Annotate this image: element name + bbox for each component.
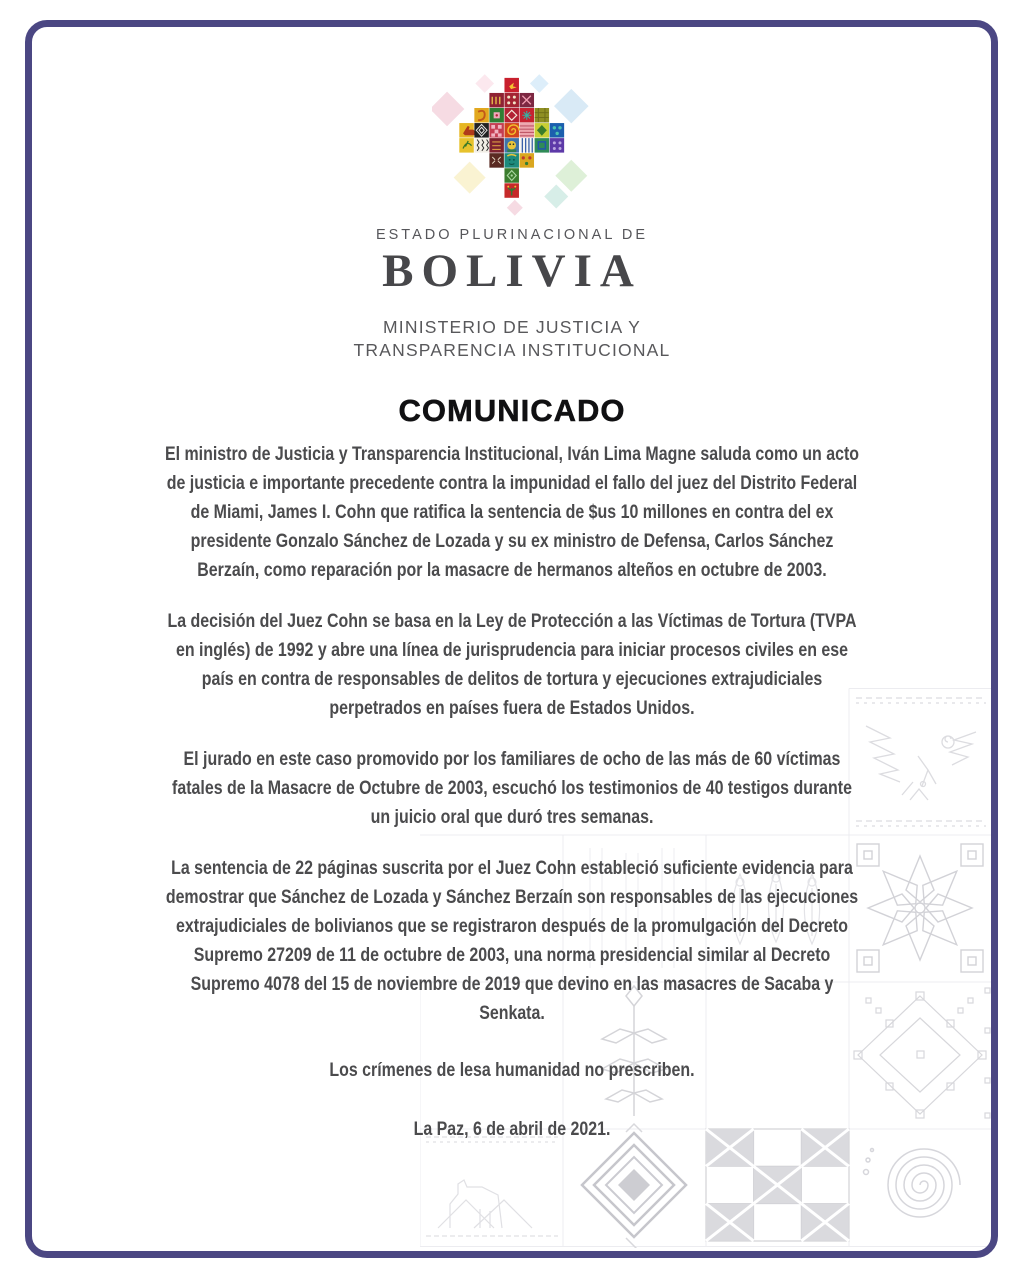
communique-paragraph-2: La decisión del Juez Cohn se basa en la Ley de Protección a las Víctimas de Tortura (TVPA en inglés) de 1992 y abre una línea de jurisprudencia para iniciar procesos civiles en ese país en contra de responsables de delitos de tortura y ejecuciones extrajudiciales perpetrados en países fuera de Estados Unidos.: [167, 610, 857, 719]
country-name: BOLIVIA: [382, 245, 642, 297]
chakana-emblem: [432, 64, 592, 216]
communique-paragraph-1: El ministro de Justicia y Transparencia Institucional, Iván Lima Magne saluda como un acto de justicia e importante precedente contra la impunidad el fallo del juez del Distrito Federal de Miami, James I. Cohn que ratifica la sentencia de $us 10 millones en contra del ex presidente Gonzalo Sánchez de Lozada y su ex ministro de Defensa, Carlos Sánchez Berzaín, como reparación por la masacre de hermanos alteños en octubre de 2003.: [164, 443, 860, 581]
communique-title: COMUNICADO: [398, 393, 626, 428]
ministry-line-1: MINISTERIO DE JUSTICIA Y: [383, 317, 641, 337]
ministry-name: [0, 316, 1024, 362]
closing-statement: Los crímenes de lesa humanidad no prescriben.: [329, 1059, 695, 1081]
communique-paragraph-3: El jurado en este caso promovido por los familiares de ocho de las más de 60 víctimas fatales de la Masacre de Octubre de 2003, escuchó los testimonios de 40 testigos durante un juicio oral que duró tres semanas.: [172, 748, 852, 828]
communique-paragraph-4: La sentencia de 22 páginas suscrita por el Juez Cohn estableció suficiente evidencia para demostrar que Sánchez de Lozada y Sánchez Berzaín son responsables de las ejecuciones extrajudiciales de bolivianos que se registraron después de la promulgación del Decreto Supremo 27209 de 11 de octubre de 2003, una norma presidencial similar al Decreto Supremo 4078 del 15 de noviembre de 2019 que devino en las masacres de Sacaba y Senkata.: [165, 857, 859, 1024]
state-label: ESTADO PLURINACIONAL DE: [375, 227, 649, 243]
dateline: La Paz, 6 de abril de 2021.: [413, 1118, 611, 1140]
ministry-line-2: TRANSPARENCIA INSTITUCIONAL: [353, 340, 671, 360]
communique-body: [160, 440, 863, 1144]
